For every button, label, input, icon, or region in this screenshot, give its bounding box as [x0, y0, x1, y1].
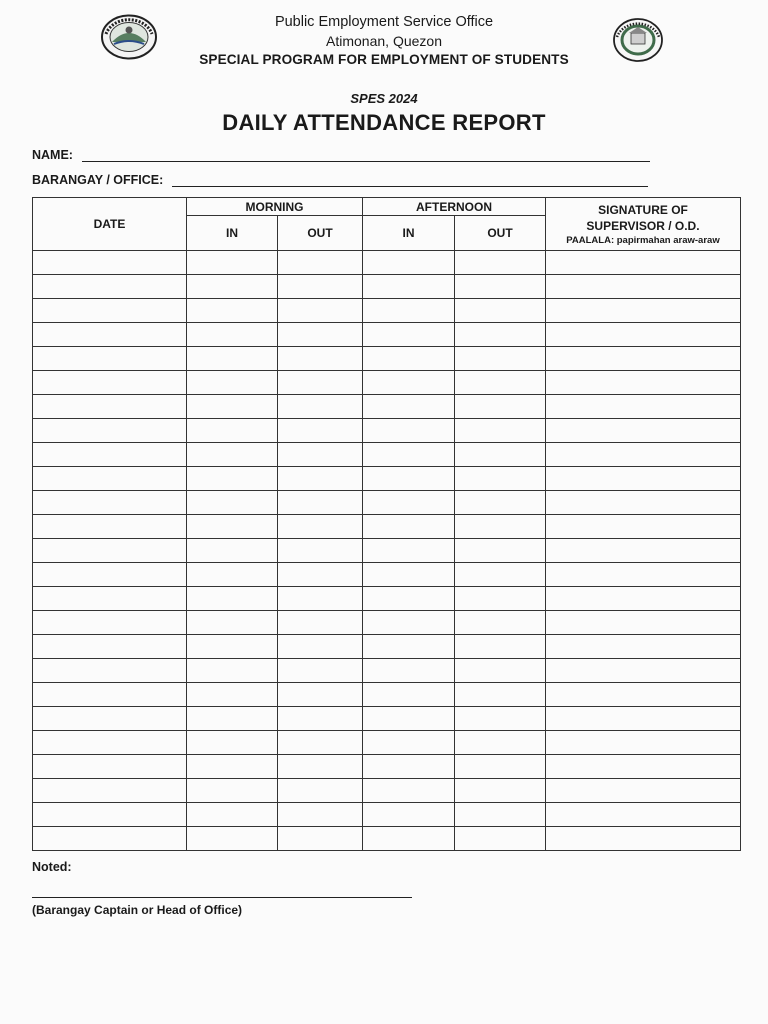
morning-out-cell[interactable]	[278, 299, 363, 323]
afternoon-out-cell[interactable]	[455, 491, 546, 515]
afternoon-out-cell[interactable]	[455, 707, 546, 731]
morning-in-cell[interactable]	[187, 275, 278, 299]
noted-label: Noted:	[32, 860, 72, 874]
morning-out-cell[interactable]	[278, 275, 363, 299]
date-cell[interactable]	[33, 515, 187, 539]
morning-in-cell[interactable]	[187, 563, 278, 587]
afternoon-out-cell[interactable]	[455, 347, 546, 371]
afternoon-in-cell[interactable]	[363, 443, 455, 467]
date-cell[interactable]	[33, 347, 187, 371]
table-row	[33, 827, 741, 851]
afternoon-out-cell[interactable]	[455, 635, 546, 659]
signature-cell[interactable]	[546, 755, 741, 779]
date-cell[interactable]	[33, 275, 187, 299]
afternoon-out-cell[interactable]	[455, 515, 546, 539]
program-year: SPES 2024	[350, 91, 418, 106]
afternoon-out-cell[interactable]	[455, 827, 546, 851]
table-row	[33, 515, 741, 539]
signature-cell[interactable]	[546, 371, 741, 395]
attendance-rows	[33, 251, 741, 851]
morning-in-cell[interactable]	[187, 419, 278, 443]
signature-cell[interactable]	[546, 515, 741, 539]
signature-cell[interactable]	[546, 779, 741, 803]
table-row	[33, 419, 741, 443]
afternoon-in-cell[interactable]	[363, 779, 455, 803]
morning-out-cell[interactable]	[278, 659, 363, 683]
morning-in-cell[interactable]	[187, 515, 278, 539]
table-row	[33, 443, 741, 467]
signature-cell[interactable]	[546, 563, 741, 587]
date-cell[interactable]	[33, 683, 187, 707]
signature-cell[interactable]	[546, 347, 741, 371]
table-row	[33, 395, 741, 419]
afternoon-in-cell[interactable]	[363, 611, 455, 635]
signature-cell[interactable]	[546, 707, 741, 731]
signature-cell[interactable]	[546, 635, 741, 659]
afternoon-out-cell[interactable]	[455, 443, 546, 467]
morning-in-cell[interactable]	[187, 371, 278, 395]
afternoon-out-cell[interactable]	[455, 611, 546, 635]
afternoon-out-header: OUT	[455, 216, 546, 251]
morning-in-cell[interactable]	[187, 635, 278, 659]
morning-out-cell[interactable]	[278, 515, 363, 539]
afternoon-in-cell[interactable]	[363, 347, 455, 371]
signature-cell[interactable]	[546, 275, 741, 299]
table-row	[33, 659, 741, 683]
date-cell[interactable]	[33, 587, 187, 611]
morning-out-cell[interactable]	[278, 371, 363, 395]
signature-cell[interactable]	[546, 611, 741, 635]
date-cell[interactable]	[33, 779, 187, 803]
signature-cell[interactable]	[546, 467, 741, 491]
afternoon-out-cell[interactable]	[455, 371, 546, 395]
morning-out-cell[interactable]	[278, 323, 363, 347]
morning-out-cell[interactable]	[278, 347, 363, 371]
morning-out-cell[interactable]	[278, 755, 363, 779]
noted-signature-line[interactable]	[32, 897, 412, 898]
signature-cell[interactable]	[546, 659, 741, 683]
table-row	[33, 275, 741, 299]
signature-cell[interactable]	[546, 491, 741, 515]
morning-out-cell[interactable]	[278, 827, 363, 851]
afternoon-out-cell[interactable]	[455, 563, 546, 587]
morning-in-cell[interactable]	[187, 827, 278, 851]
afternoon-out-cell[interactable]	[455, 659, 546, 683]
afternoon-in-cell[interactable]	[363, 251, 455, 275]
morning-in-cell[interactable]	[187, 587, 278, 611]
signature-cell[interactable]	[546, 731, 741, 755]
afternoon-out-cell[interactable]	[455, 803, 546, 827]
afternoon-in-cell[interactable]	[363, 299, 455, 323]
morning-out-cell[interactable]	[278, 419, 363, 443]
table-row	[33, 683, 741, 707]
date-cell[interactable]	[33, 635, 187, 659]
date-cell[interactable]	[33, 563, 187, 587]
name-label: NAME:	[32, 148, 73, 162]
morning-out-cell[interactable]	[278, 587, 363, 611]
signature-cell[interactable]	[546, 587, 741, 611]
afternoon-out-cell[interactable]	[455, 683, 546, 707]
afternoon-out-cell[interactable]	[455, 419, 546, 443]
date-cell[interactable]	[33, 323, 187, 347]
afternoon-in-cell[interactable]	[363, 275, 455, 299]
morning-out-cell[interactable]	[278, 251, 363, 275]
table-row	[33, 491, 741, 515]
signature-column-header	[546, 198, 741, 251]
morning-out-cell[interactable]	[278, 467, 363, 491]
signature-cell[interactable]	[546, 827, 741, 851]
date-cell[interactable]	[33, 419, 187, 443]
afternoon-out-cell[interactable]	[455, 323, 546, 347]
date-cell[interactable]	[33, 611, 187, 635]
afternoon-out-cell[interactable]	[455, 251, 546, 275]
date-cell[interactable]	[33, 659, 187, 683]
afternoon-out-cell[interactable]	[455, 731, 546, 755]
table-row	[33, 611, 741, 635]
afternoon-in-cell[interactable]	[363, 539, 455, 563]
table-row	[33, 323, 741, 347]
table-row	[33, 251, 741, 275]
morning-in-cell[interactable]	[187, 779, 278, 803]
afternoon-in-cell[interactable]	[363, 731, 455, 755]
table-row	[33, 563, 741, 587]
morning-out-cell[interactable]	[278, 563, 363, 587]
morning-out-cell[interactable]	[278, 395, 363, 419]
date-cell[interactable]	[33, 803, 187, 827]
morning-in-cell[interactable]	[187, 659, 278, 683]
attendance-table	[32, 197, 741, 851]
morning-in-cell[interactable]	[187, 467, 278, 491]
afternoon-in-cell[interactable]	[363, 827, 455, 851]
table-row	[33, 779, 741, 803]
morning-out-cell[interactable]	[278, 443, 363, 467]
afternoon-out-cell[interactable]	[455, 539, 546, 563]
afternoon-in-cell[interactable]	[363, 491, 455, 515]
morning-in-cell[interactable]	[187, 491, 278, 515]
morning-out-cell[interactable]	[278, 539, 363, 563]
afternoon-in-cell[interactable]	[363, 323, 455, 347]
signature-cell[interactable]	[546, 803, 741, 827]
morning-column-header: MORNING	[187, 198, 363, 216]
signature-cell[interactable]	[546, 251, 741, 275]
morning-in-cell[interactable]	[187, 707, 278, 731]
signature-header-line2: SUPERVISOR / O.D.	[586, 218, 700, 233]
table-row	[33, 347, 741, 371]
morning-out-cell[interactable]	[278, 683, 363, 707]
date-column-header: DATE	[33, 198, 187, 251]
afternoon-in-cell[interactable]	[363, 707, 455, 731]
signature-cell[interactable]	[546, 443, 741, 467]
afternoon-in-cell[interactable]	[363, 683, 455, 707]
morning-out-cell[interactable]	[278, 611, 363, 635]
office-name: Public Employment Service Office	[274, 14, 494, 30]
afternoon-in-header: IN	[363, 216, 455, 251]
morning-out-cell[interactable]	[278, 731, 363, 755]
morning-in-cell[interactable]	[187, 251, 278, 275]
table-row	[33, 467, 741, 491]
table-row	[33, 707, 741, 731]
morning-in-cell[interactable]	[187, 323, 278, 347]
date-cell[interactable]	[33, 443, 187, 467]
header-row-top	[33, 198, 741, 216]
date-cell[interactable]	[33, 491, 187, 515]
morning-out-header: OUT	[278, 216, 363, 251]
afternoon-in-cell[interactable]	[363, 755, 455, 779]
table-row	[33, 635, 741, 659]
morning-in-cell[interactable]	[187, 299, 278, 323]
morning-in-cell[interactable]	[187, 803, 278, 827]
table-row	[33, 371, 741, 395]
afternoon-out-cell[interactable]	[455, 467, 546, 491]
signature-cell[interactable]	[546, 419, 741, 443]
morning-in-cell[interactable]	[187, 755, 278, 779]
afternoon-in-cell[interactable]	[363, 587, 455, 611]
morning-in-cell[interactable]	[187, 731, 278, 755]
office-location: Atimonan, Quezon	[326, 33, 442, 49]
page-title: DAILY ATTENDANCE REPORT	[222, 110, 546, 135]
morning-out-cell[interactable]	[278, 707, 363, 731]
date-cell[interactable]	[33, 827, 187, 851]
date-cell[interactable]	[33, 539, 187, 563]
barangay-office-line[interactable]	[172, 186, 648, 187]
signature-header-line1: SIGNATURE OF	[598, 202, 688, 217]
table-row	[33, 299, 741, 323]
morning-in-cell[interactable]	[187, 683, 278, 707]
afternoon-in-cell[interactable]	[363, 659, 455, 683]
morning-in-cell[interactable]	[187, 347, 278, 371]
date-cell[interactable]	[33, 731, 187, 755]
afternoon-out-cell[interactable]	[455, 275, 546, 299]
table-row	[33, 731, 741, 755]
afternoon-in-cell[interactable]	[363, 635, 455, 659]
afternoon-out-cell[interactable]	[455, 779, 546, 803]
date-cell[interactable]	[33, 395, 187, 419]
date-cell[interactable]	[33, 707, 187, 731]
date-cell[interactable]	[33, 371, 187, 395]
morning-in-cell[interactable]	[187, 443, 278, 467]
morning-out-cell[interactable]	[278, 491, 363, 515]
date-cell[interactable]	[33, 467, 187, 491]
table-row	[33, 587, 741, 611]
afternoon-in-cell[interactable]	[363, 515, 455, 539]
signature-cell[interactable]	[546, 683, 741, 707]
date-cell[interactable]	[33, 755, 187, 779]
signatory-caption: (Barangay Captain or Head of Office)	[32, 903, 243, 917]
signature-cell[interactable]	[546, 539, 741, 563]
signature-cell[interactable]	[546, 323, 741, 347]
table-row	[33, 539, 741, 563]
afternoon-out-cell[interactable]	[455, 755, 546, 779]
afternoon-in-cell[interactable]	[363, 419, 455, 443]
signature-cell[interactable]	[546, 299, 741, 323]
afternoon-in-cell[interactable]	[363, 395, 455, 419]
barangay-office-label: BARANGAY / OFFICE:	[32, 173, 164, 187]
morning-in-header: IN	[187, 216, 278, 251]
afternoon-column-header: AFTERNOON	[363, 198, 546, 216]
signature-cell[interactable]	[546, 395, 741, 419]
morning-out-cell[interactable]	[278, 635, 363, 659]
table-row	[33, 755, 741, 779]
afternoon-in-cell[interactable]	[363, 803, 455, 827]
date-cell[interactable]	[33, 251, 187, 275]
program-name: SPECIAL PROGRAM FOR EMPLOYMENT OF STUDENTS	[199, 52, 569, 67]
afternoon-in-cell[interactable]	[363, 467, 455, 491]
signature-reminder-note: PAALALA: papirmahan araw-araw	[566, 234, 720, 246]
morning-out-cell[interactable]	[278, 779, 363, 803]
afternoon-out-cell[interactable]	[455, 395, 546, 419]
morning-out-cell[interactable]	[278, 803, 363, 827]
date-cell[interactable]	[33, 299, 187, 323]
morning-in-cell[interactable]	[187, 539, 278, 563]
afternoon-in-cell[interactable]	[363, 371, 455, 395]
name-line[interactable]	[82, 161, 650, 162]
table-row	[33, 803, 741, 827]
afternoon-out-cell[interactable]	[455, 587, 546, 611]
morning-in-cell[interactable]	[187, 395, 278, 419]
afternoon-in-cell[interactable]	[363, 563, 455, 587]
morning-in-cell[interactable]	[187, 611, 278, 635]
afternoon-out-cell[interactable]	[455, 299, 546, 323]
